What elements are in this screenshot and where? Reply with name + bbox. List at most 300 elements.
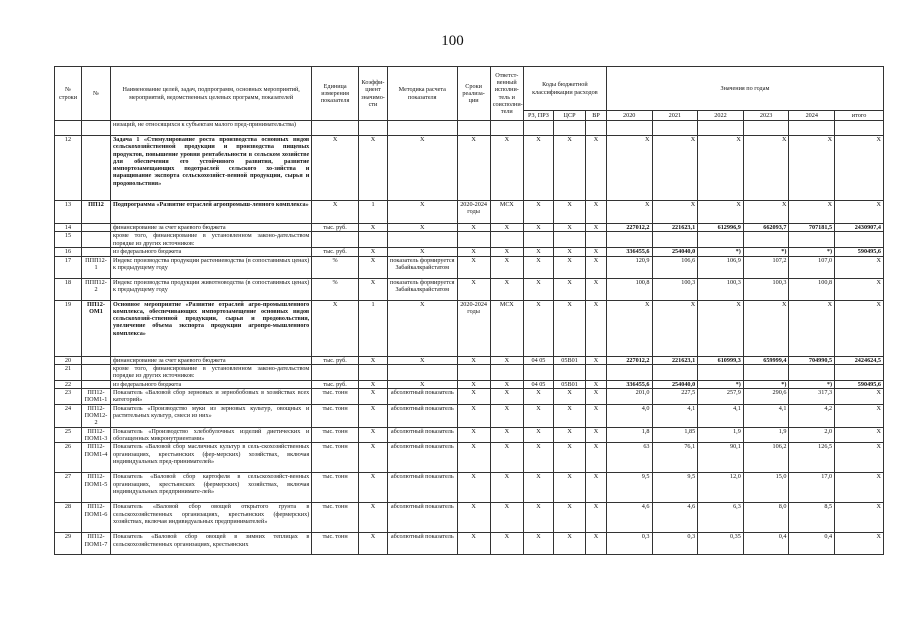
- cell-row-number: 16: [55, 248, 82, 256]
- table-row: [55, 427, 884, 443]
- cell-code: ПП12-ПОМ1-5: [81, 473, 110, 503]
- cell-row-number: 17: [55, 256, 82, 278]
- cell-value-2023: X: [743, 136, 789, 201]
- cell-name: финансирование за счет краевого бюджета: [111, 224, 312, 232]
- cell-row-number: 22: [55, 380, 82, 388]
- cell-code-csr: X: [553, 404, 585, 427]
- header-unit: Единица измерения показателя: [312, 67, 359, 121]
- cell-value-2020: 4,6: [606, 503, 652, 533]
- cell-value-2021: [652, 232, 698, 248]
- cell-value-2021: 76,1: [652, 443, 698, 473]
- cell-code-rz: [523, 232, 553, 248]
- header-total: итого: [835, 111, 884, 121]
- cell-unit: тыс. тонн: [312, 473, 359, 503]
- cell-value-2024: 126,5: [789, 443, 835, 473]
- cell-code-vr: X: [586, 427, 607, 443]
- cell-value-2022: *): [698, 380, 744, 388]
- table-row: [55, 533, 884, 555]
- cell-value-2021: 221623,1: [652, 224, 698, 232]
- table-row: [55, 248, 884, 256]
- cell-code-csr: X: [553, 533, 585, 555]
- table-row: [55, 389, 884, 405]
- cell-coefficient: X: [358, 389, 387, 405]
- cell-code-rz: X: [523, 224, 553, 232]
- header-year-2020: 2020: [606, 111, 652, 121]
- cell-code-vr: X: [586, 256, 607, 278]
- cell-row-number: 29: [55, 533, 82, 555]
- cell-value-2022: 6,3: [698, 503, 744, 533]
- cell-value-2023: 15,0: [743, 473, 789, 503]
- cell-name: Показатель «Производство муки из зерновых культур, овощных и растительных культур, смеси из них»: [111, 404, 312, 427]
- cell-total: [835, 121, 884, 136]
- cell-code-vr: X: [586, 404, 607, 427]
- cell-code-rz: X: [523, 503, 553, 533]
- cell-total: 2430907,4: [835, 224, 884, 232]
- table-body: [55, 121, 884, 555]
- cell-value-2023: [743, 121, 789, 136]
- table-row: [55, 300, 884, 356]
- cell-value-2024: [789, 121, 835, 136]
- cell-value-2023: *): [743, 248, 789, 256]
- cell-code: ПП12-ПОМ1-1: [81, 389, 110, 405]
- cell-value-2023: *): [743, 380, 789, 388]
- header-responsible: Ответст-венный исполни-тель и соисполни-тели: [490, 67, 523, 121]
- cell-total: [835, 232, 884, 248]
- cell-value-2024: X: [789, 201, 835, 224]
- cell-code-rz: X: [523, 443, 553, 473]
- cell-value-2020: 9,5: [606, 473, 652, 503]
- table-header: [55, 67, 884, 121]
- cell-row-number: 28: [55, 503, 82, 533]
- cell-value-2021: 0,3: [652, 533, 698, 555]
- cell-code-rz: X: [523, 533, 553, 555]
- cell-code: [81, 248, 110, 256]
- cell-total: X: [835, 300, 884, 356]
- cell-total: X: [835, 427, 884, 443]
- cell-code-vr: X: [586, 300, 607, 356]
- cell-code: ПП12-ПОМ1-7: [81, 533, 110, 555]
- cell-responsible: X: [490, 404, 523, 427]
- cell-value-2024: 0,4: [789, 533, 835, 555]
- header-name: Наименование целей, задач, подпрограмм, основных мероприятий, мероприятий, ведомственных целевых программ, показателей: [111, 67, 312, 121]
- cell-value-2023: [743, 364, 789, 380]
- cell-code: [81, 364, 110, 380]
- cell-code-rz: [523, 364, 553, 380]
- cell-code-vr: [586, 364, 607, 380]
- cell-code-csr: [553, 121, 585, 136]
- cell-code-rz: X: [523, 404, 553, 427]
- cell-code-csr: X: [553, 503, 585, 533]
- cell-name: Показатель «Валовой сбор овощей открытого грунта в сельскохозяйственных организациях, крестьянских (фермерских) хозяйствах, включая индивидуальных предпринимателей»: [111, 503, 312, 533]
- cell-terms: 2020-2024 годы: [457, 201, 490, 224]
- cell-value-2024: 317,3: [789, 389, 835, 405]
- cell-name: финансирование за счет краевого бюджета: [111, 356, 312, 364]
- cell-code-csr: 05В01: [553, 356, 585, 364]
- header-budget-codes: Коды бюджетной классификации расходов: [523, 67, 606, 111]
- cell-responsible: X: [490, 380, 523, 388]
- cell-total: 590495,6: [835, 380, 884, 388]
- cell-row-number: 27: [55, 473, 82, 503]
- cell-terms: 2020-2024 годы: [457, 300, 490, 356]
- cell-unit: тыс. тонн: [312, 533, 359, 555]
- cell-code: [81, 380, 110, 388]
- cell-code-vr: [586, 121, 607, 136]
- cell-value-2020: 100,8: [606, 278, 652, 300]
- cell-value-2022: 257,9: [698, 389, 744, 405]
- cell-terms: X: [457, 389, 490, 405]
- cell-unit: X: [312, 300, 359, 356]
- cell-code-vr: X: [586, 248, 607, 256]
- header-terms: Сроки реализа-ции: [457, 67, 490, 121]
- cell-code: ППП12-1: [81, 256, 110, 278]
- cell-coefficient: X: [358, 248, 387, 256]
- cell-value-2021: [652, 121, 698, 136]
- table-row: [55, 404, 884, 427]
- cell-coefficient: [358, 364, 387, 380]
- cell-coefficient: X: [358, 278, 387, 300]
- cell-value-2024: 107,0: [789, 256, 835, 278]
- cell-value-2023: 659999,4: [743, 356, 789, 364]
- cell-responsible: [490, 232, 523, 248]
- cell-value-2020: 336455,6: [606, 380, 652, 388]
- cell-method: показатель формируется Забайкалкрайстатом: [388, 278, 458, 300]
- cell-unit: тыс. тонн: [312, 389, 359, 405]
- cell-value-2022: 610999,3: [698, 356, 744, 364]
- cell-responsible: X: [490, 256, 523, 278]
- cell-method: X: [388, 248, 458, 256]
- cell-value-2024: 704990,5: [789, 356, 835, 364]
- cell-coefficient: X: [358, 136, 387, 201]
- cell-value-2022: 0,35: [698, 533, 744, 555]
- cell-value-2020: X: [606, 136, 652, 201]
- cell-name: из федерального бюджета: [111, 380, 312, 388]
- cell-total: X: [835, 503, 884, 533]
- cell-value-2023: 290,6: [743, 389, 789, 405]
- cell-method: абсолютный показатель: [388, 473, 458, 503]
- cell-value-2020: X: [606, 300, 652, 356]
- cell-code-rz: X: [523, 473, 553, 503]
- cell-code-csr: X: [553, 300, 585, 356]
- cell-row-number: 21: [55, 364, 82, 380]
- cell-method: абсолютный показатель: [388, 427, 458, 443]
- cell-code-csr: X: [553, 427, 585, 443]
- cell-value-2024: 8,5: [789, 503, 835, 533]
- cell-terms: X: [457, 136, 490, 201]
- cell-responsible: X: [490, 443, 523, 473]
- cell-value-2020: [606, 364, 652, 380]
- cell-value-2021: 4,6: [652, 503, 698, 533]
- cell-responsible: X: [490, 136, 523, 201]
- cell-value-2024: 17,0: [789, 473, 835, 503]
- cell-coefficient: X: [358, 380, 387, 388]
- cell-unit: тыс. тонн: [312, 443, 359, 473]
- cell-value-2023: 4,1: [743, 404, 789, 427]
- cell-value-2022: 100,3: [698, 278, 744, 300]
- cell-method: X: [388, 300, 458, 356]
- cell-name: Задача 1 «Стимулирование роста производства основных видов сельскохозяйственной продукции и производства пищевых продуктов, повышение уровня рентабельности в сельском хозяйстве для обеспечения его устойчивого развития, развитие импортозамещающих подотраслей сельского хо-зяйства и наращивание экспорта сельскохозяйст-венной продукции, сырья и продовольствия»: [111, 136, 312, 201]
- cell-value-2022: *): [698, 248, 744, 256]
- table-row: [55, 201, 884, 224]
- cell-value-2024: 707181,5: [789, 224, 835, 232]
- header-code-csr: ЦСР: [553, 111, 585, 121]
- cell-value-2023: 8,0: [743, 503, 789, 533]
- cell-code-csr: X: [553, 256, 585, 278]
- cell-code-rz: X: [523, 201, 553, 224]
- cell-value-2020: 120,9: [606, 256, 652, 278]
- cell-value-2022: 1,9: [698, 427, 744, 443]
- cell-value-2020: 4,0: [606, 404, 652, 427]
- cell-code-rz: 04 05: [523, 356, 553, 364]
- cell-coefficient: 1: [358, 300, 387, 356]
- table-row: [55, 136, 884, 201]
- cell-code-rz: X: [523, 136, 553, 201]
- cell-method: X: [388, 356, 458, 364]
- cell-value-2024: X: [789, 300, 835, 356]
- cell-coefficient: X: [358, 256, 387, 278]
- cell-code-vr: X: [586, 473, 607, 503]
- cell-value-2023: 1,9: [743, 427, 789, 443]
- header-year-2023: 2023: [743, 111, 789, 121]
- cell-code-vr: X: [586, 389, 607, 405]
- cell-code: ППП12-2: [81, 278, 110, 300]
- cell-value-2024: X: [789, 136, 835, 201]
- table-row: [55, 232, 884, 248]
- cell-terms: X: [457, 356, 490, 364]
- cell-total: X: [835, 256, 884, 278]
- table-row: [55, 256, 884, 278]
- cell-total: X: [835, 443, 884, 473]
- cell-terms: X: [457, 380, 490, 388]
- cell-value-2022: 4,1: [698, 404, 744, 427]
- cell-total: X: [835, 389, 884, 405]
- table-row: [55, 380, 884, 388]
- cell-coefficient: [358, 232, 387, 248]
- cell-code-csr: X: [553, 201, 585, 224]
- cell-coefficient: X: [358, 224, 387, 232]
- cell-code-csr: X: [553, 389, 585, 405]
- cell-code-csr: X: [553, 248, 585, 256]
- cell-unit: [312, 121, 359, 136]
- cell-code-rz: X: [523, 300, 553, 356]
- cell-value-2021: 106,6: [652, 256, 698, 278]
- cell-code: ПП12: [81, 201, 110, 224]
- cell-row-number: 24: [55, 404, 82, 427]
- cell-code-vr: X: [586, 533, 607, 555]
- cell-row-number: 15: [55, 232, 82, 248]
- cell-code: [81, 356, 110, 364]
- cell-method: абсолютный показатель: [388, 389, 458, 405]
- cell-terms: X: [457, 533, 490, 555]
- cell-row-number: [55, 121, 82, 136]
- cell-total: [835, 364, 884, 380]
- cell-terms: [457, 232, 490, 248]
- cell-responsible: [490, 121, 523, 136]
- cell-code-rz: 04 05: [523, 380, 553, 388]
- cell-responsible: МСХ: [490, 300, 523, 356]
- table-row: [55, 224, 884, 232]
- cell-value-2020: 0,3: [606, 533, 652, 555]
- program-table-wrapper: [54, 66, 884, 555]
- cell-unit: тыс. тонн: [312, 427, 359, 443]
- cell-value-2024: 4,2: [789, 404, 835, 427]
- cell-value-2023: 106,2: [743, 443, 789, 473]
- cell-value-2021: X: [652, 201, 698, 224]
- cell-value-2021: 254040,0: [652, 380, 698, 388]
- cell-coefficient: X: [358, 404, 387, 427]
- cell-terms: [457, 121, 490, 136]
- cell-value-2021: 9,5: [652, 473, 698, 503]
- cell-code-rz: [523, 121, 553, 136]
- cell-value-2020: 63: [606, 443, 652, 473]
- cell-unit: %: [312, 278, 359, 300]
- cell-value-2022: 90,1: [698, 443, 744, 473]
- cell-code-vr: X: [586, 503, 607, 533]
- cell-code: ПП12-ПОМ1-6: [81, 503, 110, 533]
- cell-coefficient: X: [358, 533, 387, 555]
- cell-terms: X: [457, 278, 490, 300]
- cell-code: [81, 232, 110, 248]
- cell-row-number: 14: [55, 224, 82, 232]
- cell-code: ПП12-ПОМ1-4: [81, 443, 110, 473]
- cell-value-2024: [789, 232, 835, 248]
- cell-value-2021: 100,3: [652, 278, 698, 300]
- cell-value-2022: [698, 232, 744, 248]
- cell-method: абсолютный показатель: [388, 503, 458, 533]
- cell-name: Показатель «Валовой сбор овощей в зимних теплицах в сельскохозяйственных организациях, крестьянских: [111, 533, 312, 555]
- cell-value-2020: X: [606, 201, 652, 224]
- cell-value-2022: 106,9: [698, 256, 744, 278]
- cell-value-2023: X: [743, 201, 789, 224]
- cell-coefficient: X: [358, 443, 387, 473]
- cell-code-vr: X: [586, 201, 607, 224]
- cell-code-vr: X: [586, 380, 607, 388]
- cell-code-vr: [586, 232, 607, 248]
- cell-code-csr: X: [553, 278, 585, 300]
- cell-method: абсолютный показатель: [388, 533, 458, 555]
- cell-responsible: X: [490, 356, 523, 364]
- cell-value-2020: [606, 232, 652, 248]
- cell-name: Показатель «Валовой сбор картофеля в сельскохозяйст-венных организациях, крестьянских (фермерских) хозяйствах, включая индивидуальных предпринимате-лей»: [111, 473, 312, 503]
- header-row-number: № строки: [55, 67, 82, 121]
- cell-value-2021: 254040,0: [652, 248, 698, 256]
- table-row: [55, 121, 884, 136]
- cell-responsible: X: [490, 503, 523, 533]
- header-year-2024: 2024: [789, 111, 835, 121]
- cell-value-2023: [743, 232, 789, 248]
- cell-value-2020: 227012,2: [606, 224, 652, 232]
- cell-method: X: [388, 136, 458, 201]
- cell-value-2023: X: [743, 300, 789, 356]
- cell-value-2023: 107,2: [743, 256, 789, 278]
- cell-code: ПП12-ОМ1: [81, 300, 110, 356]
- cell-total: X: [835, 278, 884, 300]
- cell-row-number: 18: [55, 278, 82, 300]
- cell-code-csr: X: [553, 136, 585, 201]
- cell-unit: тыс. руб.: [312, 224, 359, 232]
- cell-value-2024: *): [789, 248, 835, 256]
- cell-value-2023: 0,4: [743, 533, 789, 555]
- table-row: [55, 443, 884, 473]
- cell-coefficient: X: [358, 356, 387, 364]
- cell-code-rz: X: [523, 389, 553, 405]
- cell-method: абсолютный показатель: [388, 443, 458, 473]
- header-year-2022: 2022: [698, 111, 744, 121]
- cell-value-2024: [789, 364, 835, 380]
- cell-code: ПП12-ПОМ1-3: [81, 427, 110, 443]
- cell-name: низаций, не относящихся к субъектам малого пред-принимательства): [111, 121, 312, 136]
- cell-terms: X: [457, 443, 490, 473]
- header-code-rz: РЗ, ПРЗ: [523, 111, 553, 121]
- cell-responsible: X: [490, 473, 523, 503]
- cell-unit: тыс. тонн: [312, 503, 359, 533]
- cell-unit: [312, 232, 359, 248]
- cell-responsible: X: [490, 389, 523, 405]
- cell-value-2020: 227012,2: [606, 356, 652, 364]
- cell-value-2022: [698, 121, 744, 136]
- cell-value-2021: 221623,1: [652, 356, 698, 364]
- table-row: [55, 356, 884, 364]
- table-row: [55, 364, 884, 380]
- cell-unit: тыс. тонн: [312, 404, 359, 427]
- cell-value-2022: X: [698, 201, 744, 224]
- cell-unit: [312, 364, 359, 380]
- cell-responsible: X: [490, 533, 523, 555]
- cell-terms: X: [457, 427, 490, 443]
- cell-code-vr: X: [586, 224, 607, 232]
- cell-total: X: [835, 136, 884, 201]
- cell-name: из федерального бюджета: [111, 248, 312, 256]
- cell-value-2020: 336455,6: [606, 248, 652, 256]
- cell-coefficient: 1: [358, 201, 387, 224]
- cell-coefficient: [358, 121, 387, 136]
- cell-unit: тыс. руб.: [312, 356, 359, 364]
- cell-value-2022: X: [698, 300, 744, 356]
- cell-name: Индекс производства продукции животноводства (в сопоставимых ценах) к предыдущему году: [111, 278, 312, 300]
- cell-value-2021: 227,5: [652, 389, 698, 405]
- cell-code-csr: [553, 232, 585, 248]
- cell-code-csr: X: [553, 473, 585, 503]
- cell-coefficient: X: [358, 427, 387, 443]
- cell-code-csr: X: [553, 224, 585, 232]
- cell-method: X: [388, 224, 458, 232]
- cell-terms: X: [457, 256, 490, 278]
- cell-total: X: [835, 201, 884, 224]
- cell-responsible: X: [490, 224, 523, 232]
- cell-value-2021: X: [652, 136, 698, 201]
- cell-row-number: 23: [55, 389, 82, 405]
- cell-responsible: X: [490, 248, 523, 256]
- cell-method: абсолютный показатель: [388, 404, 458, 427]
- page-number: 100: [441, 33, 464, 49]
- cell-value-2021: 1,85: [652, 427, 698, 443]
- cell-value-2023: 662093,7: [743, 224, 789, 232]
- cell-responsible: [490, 364, 523, 380]
- cell-code-vr: X: [586, 356, 607, 364]
- cell-method: [388, 232, 458, 248]
- cell-code-rz: X: [523, 278, 553, 300]
- cell-value-2020: [606, 121, 652, 136]
- cell-name: Подпрограмма «Развитие отраслей агропромыш-ленного комплекса»: [111, 201, 312, 224]
- cell-code: [81, 136, 110, 201]
- cell-total: 590495,6: [835, 248, 884, 256]
- cell-method: [388, 121, 458, 136]
- cell-code: ПП12-ПОМ12-2: [81, 404, 110, 427]
- cell-method: [388, 364, 458, 380]
- table-row: [55, 503, 884, 533]
- table-row: [55, 278, 884, 300]
- cell-unit: X: [312, 136, 359, 201]
- cell-unit: X: [312, 201, 359, 224]
